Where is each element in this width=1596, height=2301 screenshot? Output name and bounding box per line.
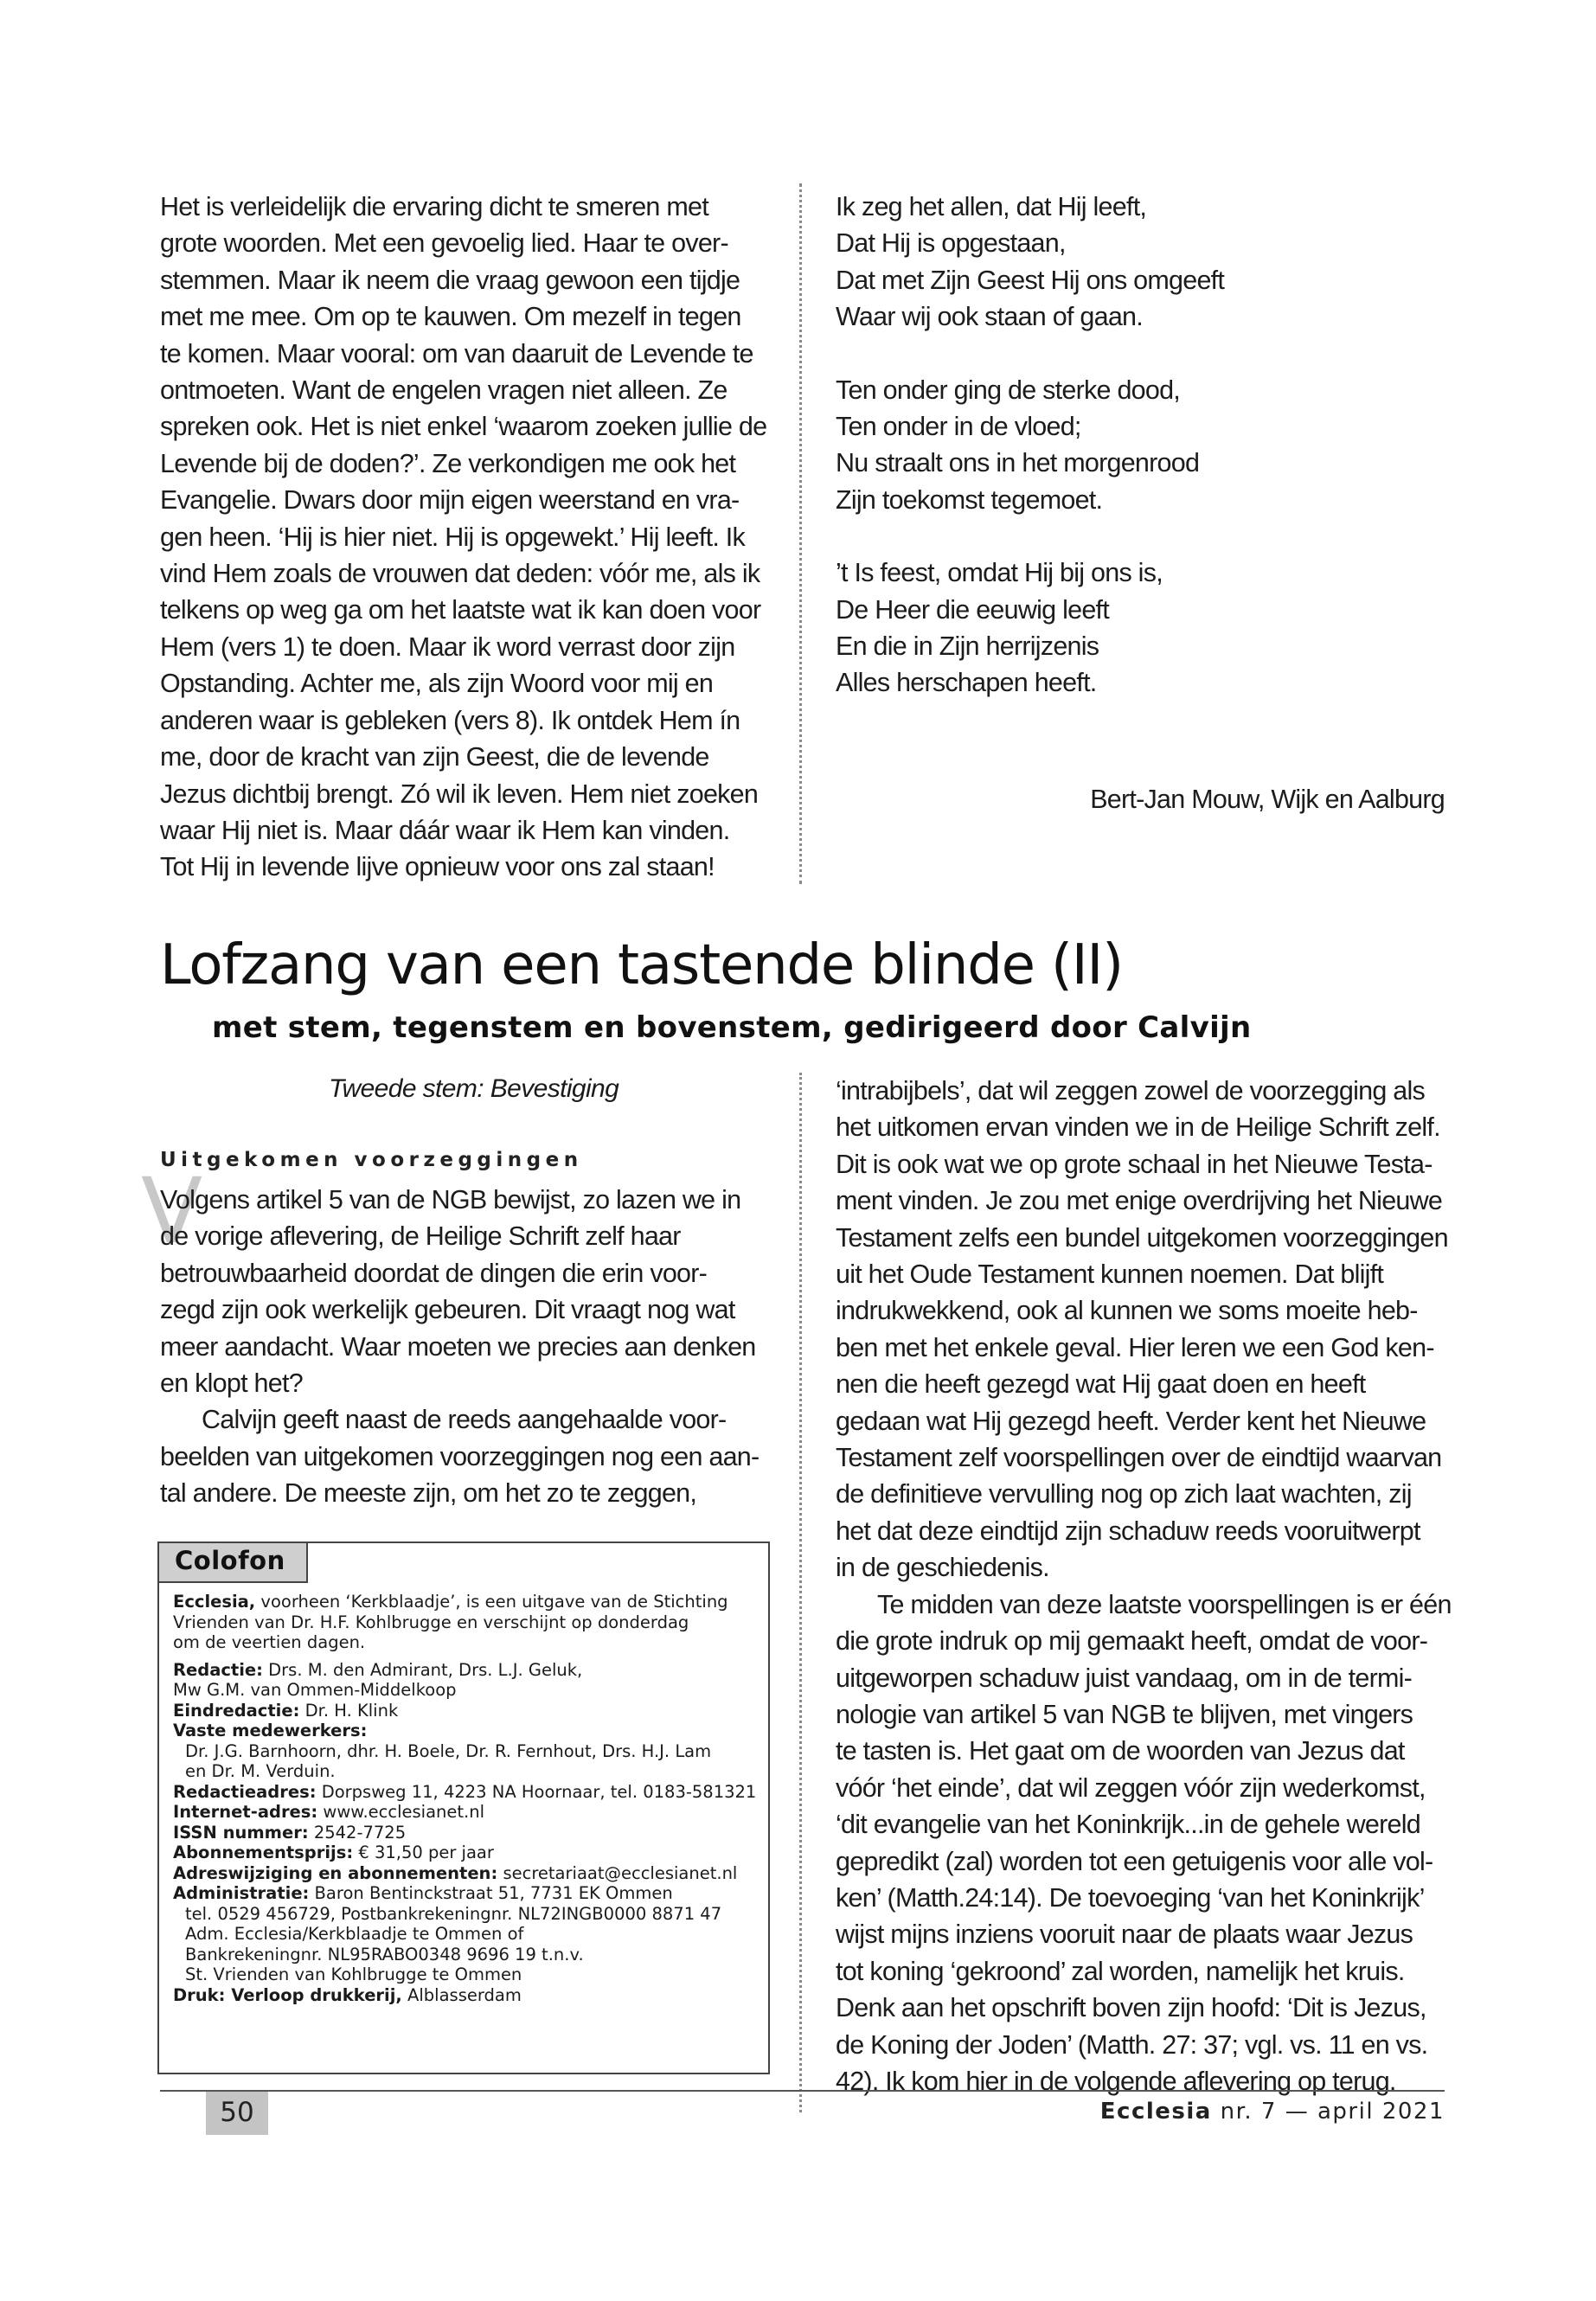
- text-line: Opstanding. Achter me, als zijn Woord voor mij en: [160, 669, 714, 699]
- colofon-box: [157, 1541, 770, 2074]
- text-line: 42). Ik kom hier in de volgende aflevering op terug.: [836, 2066, 1396, 2096]
- text-line: in de geschiedenis.: [836, 1553, 1049, 1583]
- text-line: ‘intrabijbels’, dat wil zeggen zowel de voorzegging als: [836, 1076, 1425, 1106]
- email-link[interactable]: secretariaat@ecclesianet.nl: [497, 1862, 738, 1883]
- colofon-line: [173, 1802, 761, 1823]
- poem-stanza: [836, 372, 1441, 519]
- colofon-label: ISSN nummer:: [173, 1822, 309, 1843]
- colofon-value: Baron Bentinckstraat 51, 7731 EK Ommen: [309, 1883, 673, 1903]
- colofon-line: Vrienden van Dr. H.F. Kohlbrugge en verschijnt op donderdag: [173, 1612, 689, 1632]
- poem-line: Alles herschapen heeft.: [836, 668, 1097, 698]
- colofon-header: [159, 1543, 308, 1583]
- poem-author: Bert-Jan Mouw, Wijk en Aalburg: [1090, 785, 1445, 814]
- text-line: ken’ (Matth.24:14). De toevoeging ‘van het Koninkrijk’: [836, 1882, 1425, 1913]
- publication-info: [1038, 2099, 1445, 2125]
- text-line: het uitkomen ervan vinden we in de Heilige Schrift zelf.: [836, 1112, 1440, 1143]
- text-line: de vorige aflevering, de Heilige Schrift zelf haar: [160, 1221, 681, 1252]
- text-line: tal andere. De meeste zijn, om het zo te zeggen,: [160, 1478, 697, 1509]
- text-line: te tasten is. Het gaat om de woorden van Jezus dat: [836, 1736, 1405, 1766]
- colofon-label: Ecclesia,: [173, 1592, 256, 1612]
- text-line: Te midden van deze laatste voorspellingen is er één: [877, 1589, 1452, 1619]
- colofon-label: Abonnementsprijs:: [173, 1843, 354, 1862]
- colofon-line: Dr. J.G. Barnhoorn, dhr. H. Boele, Dr. R. Fernhout, Drs. H.J. Lam: [185, 1740, 712, 1761]
- text-line: ben met het enkele geval. Hier leren we een God ken-: [836, 1332, 1434, 1362]
- text-line: zegd zijn ook werkelijk gebeuren. Dit vraagt nog wat: [160, 1295, 735, 1325]
- colofon-line: om de veertien dagen.: [173, 1632, 366, 1652]
- poem-stanza: [836, 554, 1441, 702]
- poem: [836, 189, 1441, 738]
- poem-line: En die in Zijn herrijzenis: [836, 631, 1099, 662]
- text-line: anderen waar is gebleken (vers 8). Ik ontdek Hem ín: [160, 705, 740, 735]
- colofon-label: Redactie:: [173, 1659, 263, 1680]
- text-line: Tot Hij in levende lijve opnieuw voor ons zal staan!: [160, 852, 715, 882]
- text-line: betrouwbaarheid doordat de dingen die erin voor-: [160, 1258, 708, 1288]
- article-column-left: [160, 1182, 774, 1512]
- colofon-body: [173, 1592, 761, 2005]
- article-title: Lofzang van een tastende blinde (II): [160, 933, 1123, 997]
- colofon-line: St. Vrienden van Kohlbrugge te Ommen: [185, 1965, 522, 1984]
- publication-name: Ecclesia: [1099, 2099, 1212, 2125]
- text-line: Het is verleidelijk die ervaring dicht te smeren met: [160, 192, 708, 221]
- colofon-line: [173, 1985, 761, 2006]
- text-line: vind Hem zoals de vrouwen dat deden: vóór me, als ik: [160, 559, 760, 589]
- text-line: uitgeworpen schaduw juist vandaag, om in de termi-: [836, 1663, 1413, 1693]
- poem-line: Dat Hij is opgestaan,: [836, 228, 1066, 259]
- text-line: ‘dit evangelie van het Koninkrijk...in de gehele wereld: [836, 1810, 1420, 1840]
- text-line: tot koning ‘gekroond’ zal worden, namelijk het kruis.: [836, 1956, 1405, 1986]
- colofon-label: Vaste medewerkers:: [173, 1721, 368, 1740]
- colofon-line: [173, 1863, 761, 1884]
- colofon-line: tel. 0529 456729, Postbankrekeningnr. NL72INGB0000 8871 47: [185, 1903, 722, 1924]
- article-column-right: [836, 1073, 1450, 2099]
- text-line: de Koning der Joden’ (Matth. 27: 37; vgl. vs. 11 en vs.: [836, 2029, 1428, 2060]
- text-line: die grote indruk op mij gemaakt heeft, omdat de voor-: [836, 1626, 1428, 1657]
- text-line: meer aandacht. Waar moeten we precies aan denken: [160, 1331, 756, 1362]
- text-line: ment vinden. Je zou met enige overdrijving het Nieuwe: [836, 1186, 1443, 1216]
- colofon-line: [173, 1701, 761, 1721]
- text-line: ontmoeten. Want de engelen vragen niet alleen. Ze: [160, 375, 727, 406]
- colofon-value: Dorpsweg 11, 4223 NA Hoornaar, tel. 0183-581321: [316, 1781, 757, 1802]
- article-subtitle: met stem, tegenstem en bovenstem, gedirigeerd door Calvijn: [212, 1010, 1252, 1045]
- poem-line: Waar wij ook staan of gaan.: [836, 302, 1143, 332]
- text-line: Calvijn geeft naast de reeds aangehaalde voor-: [202, 1405, 727, 1435]
- drop-cap: V: [141, 1158, 203, 1264]
- colofon-label: Redactieadres:: [173, 1781, 317, 1802]
- text-line: vóór ‘het einde’, dat wil zeggen vóór zijn wederkomst,: [836, 1772, 1426, 1803]
- issue-info: nr. 7 — april 2021: [1211, 2099, 1445, 2125]
- text-line: Evangelie. Dwars door mijn eigen weerstand en vra-: [160, 485, 740, 516]
- text-line: Levende bij de doden?’. Ze verkondigen me ook het: [160, 448, 736, 478]
- poem-line: Ten onder in de vloed;: [836, 412, 1081, 442]
- text-line: stemmen. Maar ik neem die vraag gewoon een tijdje: [160, 265, 740, 295]
- text-line: spreken ook. Het is niet enkel ‘waarom zoeken jullie de: [160, 412, 767, 442]
- text-line: Testament zelfs een bundel uitgekomen voorzeggingen: [836, 1222, 1448, 1253]
- footer-rule: [160, 2090, 1445, 2092]
- colofon-line: [173, 1721, 761, 1741]
- poem-line: Ten onder ging de sterke dood,: [836, 375, 1181, 405]
- text-line: gepredikt (zal) worden tot een getuigenis voor alle vol-: [836, 1846, 1433, 1876]
- poem-stanza: [836, 189, 1441, 336]
- text-line: telkens op weg ga om het laatste wat ik kan doen voor: [160, 595, 761, 625]
- text-line: Denk aan het opschrift boven zijn hoofd: ‘Dit is Jezus,: [836, 1993, 1426, 2023]
- colofon-line: [173, 1823, 761, 1843]
- poem-line: Ik zeg het allen, dat Hij leeft,: [836, 192, 1147, 221]
- text-line: nologie van artikel 5 van NGB te blijven, met vingers: [836, 1699, 1413, 1729]
- article-continuation: [160, 189, 774, 886]
- poem-line: De Heer die eeuwig leeft: [836, 594, 1109, 625]
- poem-line: Zijn toekomst tegemoet.: [836, 484, 1103, 515]
- colofon-line: [173, 1660, 761, 1681]
- text-line: met me mee. Om op te kauwen. Om mezelf in tegen: [160, 302, 741, 332]
- colofon-line: en Dr. M. Verduin.: [185, 1761, 336, 1781]
- text-line: het dat deze eindtijd zijn schaduw reeds vooruitwerpt: [836, 1516, 1420, 1546]
- colofon-line: [173, 1592, 761, 1612]
- text-line: gedaan wat Hij gezegd heeft. Verder kent het Nieuwe: [836, 1406, 1426, 1436]
- poem-line: Nu straalt ons in het morgenrood: [836, 448, 1200, 478]
- section-heading: Uitgekomen voorzeggingen: [160, 1149, 583, 1171]
- text-line: grote woorden. Met een gevoelig lied. Haar te over-: [160, 228, 728, 259]
- voice-label: Tweede stem: Bevestiging: [329, 1074, 619, 1103]
- colofon-value: Drs. M. den Admirant, Drs. L.J. Geluk,: [262, 1659, 583, 1680]
- text-line: me, door de kracht van zijn Geest, die de levende: [160, 742, 709, 772]
- text-line: en klopt het?: [160, 1368, 303, 1399]
- text-line: Volgens artikel 5 van de NGB bewijst, zo lazen we in: [160, 1185, 741, 1215]
- text-line: Jezus dichtbij brengt. Zó wil ik leven. Hem niet zoeken: [160, 779, 759, 809]
- website-link[interactable]: www.ecclesianet.nl: [317, 1802, 485, 1822]
- text-line: te komen. Maar vooral: om van daaruit de Levende te: [160, 338, 753, 369]
- text-line: wijst mijns inziens vooruit naar de plaats waar Jezus: [836, 1920, 1413, 1950]
- page-number: 50: [220, 2097, 254, 2128]
- colofon-line: Bankrekeningnr. NL95RABO0348 9696 19 t.n.v.: [185, 1944, 584, 1965]
- colofon-line: [173, 1883, 761, 1904]
- text-line: waar Hij niet is. Maar dáár waar ik Hem kan vinden.: [160, 815, 730, 845]
- column-divider: [799, 1073, 802, 2112]
- colofon-title: Colofon: [175, 1546, 285, 1575]
- poem-line: ’t Is feest, omdat Hij bij ons is,: [836, 558, 1163, 588]
- page-number-badge: [206, 2092, 268, 2135]
- poem-line: Dat met Zijn Geest Hij ons omgeeft: [836, 265, 1225, 295]
- text-line: indrukwekkend, ook al kunnen we soms moeite heb-: [836, 1296, 1418, 1326]
- colofon-value: Dr. H. Klink: [299, 1700, 399, 1721]
- column-divider: [799, 183, 802, 884]
- text-line: uit het Oude Testament kunnen noemen. Dat blijft: [836, 1259, 1384, 1290]
- colofon-label: Druk: Verloop drukkerij,: [173, 1984, 402, 2005]
- colofon-label: Adreswijziging en abonnementen:: [173, 1862, 498, 1883]
- colofon-value: Alblasserdam: [401, 1984, 522, 2005]
- text-line: Dit is ook wat we op grote schaal in het Nieuwe Testa-: [836, 1149, 1433, 1179]
- text-line: gen heen. ‘Hij is hier niet. Hij is opgewekt.’ Hij leeft. Ik: [160, 522, 746, 552]
- text-line: nen die heeft gezegd wat Hij gaat doen en heeft: [836, 1369, 1366, 1400]
- text-line: Hem (vers 1) te doen. Maar ik word verrast door zijn: [160, 631, 735, 662]
- text-line: Testament zelf voorspellingen over de eindtijd waarvan: [836, 1443, 1442, 1473]
- colofon-value: 2542-7725: [308, 1822, 407, 1843]
- text-line: beelden van uitgekomen voorzeggingen nog een aan-: [160, 1441, 760, 1471]
- colofon-value: € 31,50 per jaar: [353, 1843, 494, 1862]
- colofon-line: [173, 1843, 761, 1863]
- colofon-line: [173, 1782, 761, 1803]
- colofon-line: Adm. Ecclesia/Kerkblaadje te Ommen of: [185, 1924, 524, 1944]
- colofon-value: voorheen ‘Kerkblaadje’, is een uitgave van de Stichting: [255, 1592, 728, 1612]
- colofon-label: Administratie:: [173, 1883, 310, 1903]
- colofon-label: Eindredactie:: [173, 1700, 300, 1721]
- colofon-line: Mw G.M. van Ommen-Middelkoop: [173, 1680, 457, 1700]
- colofon-label: Internet-adres:: [173, 1802, 318, 1822]
- text-line: de definitieve vervulling nog op zich laat wachten, zij: [836, 1479, 1412, 1509]
